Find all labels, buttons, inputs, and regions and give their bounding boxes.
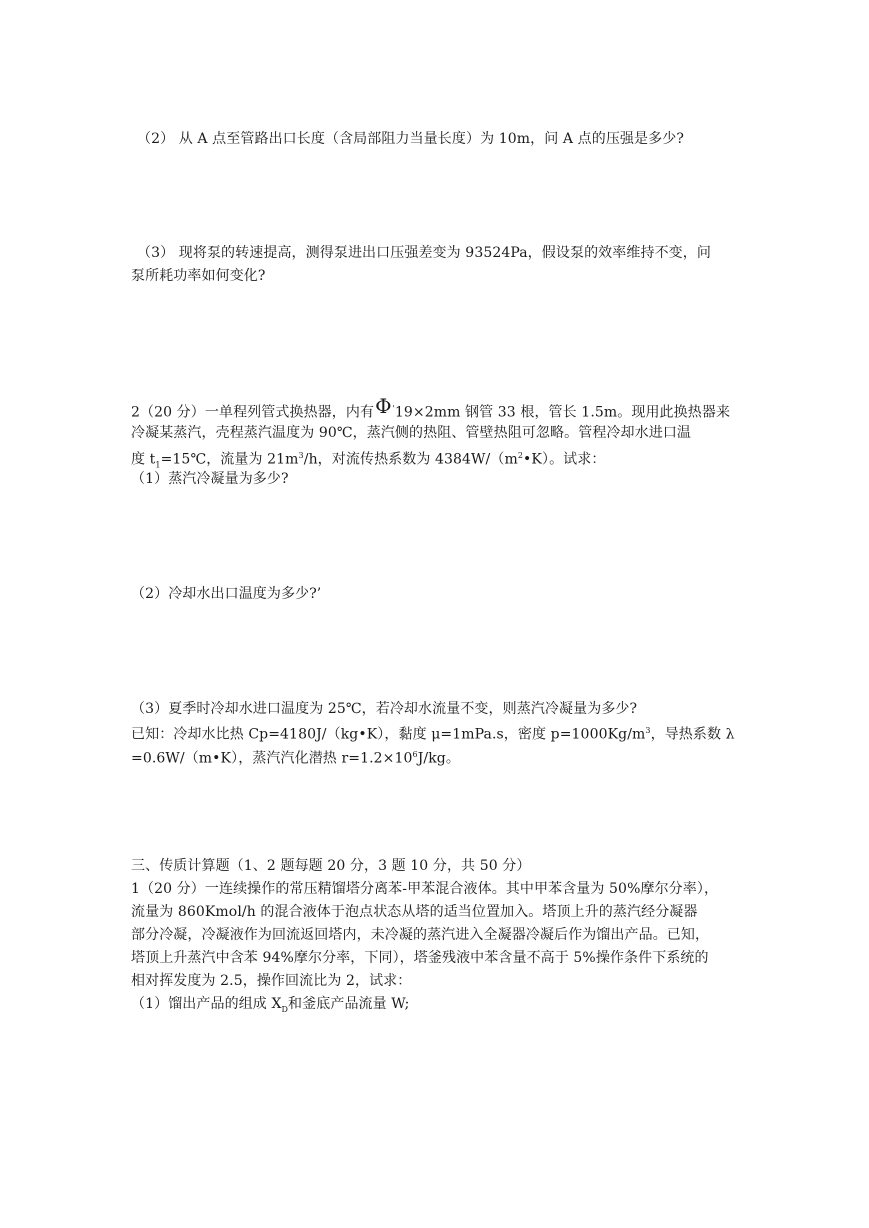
q2-line3-a: 度 t: [131, 451, 156, 468]
q2-given2-b: J/kg。: [417, 750, 460, 767]
q1-part3-line1: （3） 现将泵的转速提高，测得泵进出口压强差变为 93524Pa，假设泵的效率维持不变，问: [137, 245, 711, 261]
q2-given2-sup: 6: [412, 750, 418, 759]
q2-part1: （1）蒸汽冷凝量为多少?: [131, 471, 289, 487]
s3-part1-sub: D: [281, 1004, 289, 1014]
s3-part1-a: （1）馏出产品的组成 X: [131, 996, 282, 1012]
s3-line4: 塔顶上升蒸汽中含苯 94%摩尔分率，下同），塔釜残液中苯含量不高于 5%操作条件下系统的: [131, 950, 709, 966]
q2-line3-b: =15℃，流量为 21m: [160, 451, 299, 468]
q2-part3: （3）夏季时冷却水进口温度为 25℃，若冷却水流量不变，则蒸汽冷凝量为多少?: [131, 701, 638, 717]
q2-line2: 冷凝某蒸汽，壳程蒸汽温度为 90℃，蒸汽侧的热阻、管壁热阻可忽略。管程冷却水进口温: [131, 425, 692, 441]
q2-line3-sup2: 2: [517, 451, 524, 460]
s3-part1-b: 和釜底产品流量 W;: [288, 996, 410, 1012]
q2-line1: [131, 393, 731, 423]
s3-line5: 相对挥发度为 2.5，操作回流比为 2，试求：: [131, 973, 412, 989]
q1-part3-line2: 泵所耗功率如何变化?: [131, 268, 266, 284]
s3-line3: 部分冷凝，冷凝液作为回流返回塔内，未冷凝的蒸汽进入全凝器冷凝后作为馏出产品。已知，: [131, 927, 710, 943]
q2-given-line1: [131, 721, 735, 745]
phi-symbol: Φ: [375, 393, 392, 418]
q2-line1-a: 2（20 分）一单程列管式换热器，内有: [131, 404, 375, 421]
q2-given2-a: =0.6W/（m•K），蒸汽汽化潜热 r=1.2×10: [131, 750, 413, 767]
phi-mark: ': [392, 404, 395, 413]
section3-heading: 三、传质计算题（1、2 题每题 20 分，3 题 10 分，共 50 分）: [131, 858, 531, 874]
q2-given1-b: ，导热系数 λ: [650, 726, 735, 743]
q2-line3-sub: 1: [155, 460, 161, 470]
s3-line1: 1（20 分）一连续操作的常压精馏塔分离苯-甲苯混合液体。其中甲苯含量为 50%摩尔分率），: [131, 881, 719, 897]
q1-part2: （2） 从 A 点至管路出口长度（含局部阻力当量长度）为 10m，问 A 点的压强是多少?: [137, 131, 684, 147]
q2-given1-a: 已知：冷却水比热 Cp=4180J/（kg•K），黏度 μ=1mPa.s，密度 p=1000Kg/m: [131, 726, 646, 743]
q2-part2: （2）冷却水出口温度为多少?’: [131, 586, 322, 602]
q2-line3-c: /h，对流传热系数为 4384W/（m: [303, 451, 518, 468]
s3-line2: 流量为 860Kmol/h 的混合液体于泡点状态从塔的适当位置加入。塔顶上升的蒸汽经分凝器: [131, 904, 698, 920]
q2-line3-d: •K）。试求：: [523, 451, 606, 468]
q2-line1-b: 19×2mm 钢管 33 根，管长 1.5m。现用此换热器来: [394, 404, 731, 421]
s3-part1: [131, 994, 409, 1020]
q2-given1-sup: 3: [645, 726, 651, 735]
q2-line3-sup: 3: [298, 451, 304, 460]
q2-given-line2: [131, 745, 460, 769]
